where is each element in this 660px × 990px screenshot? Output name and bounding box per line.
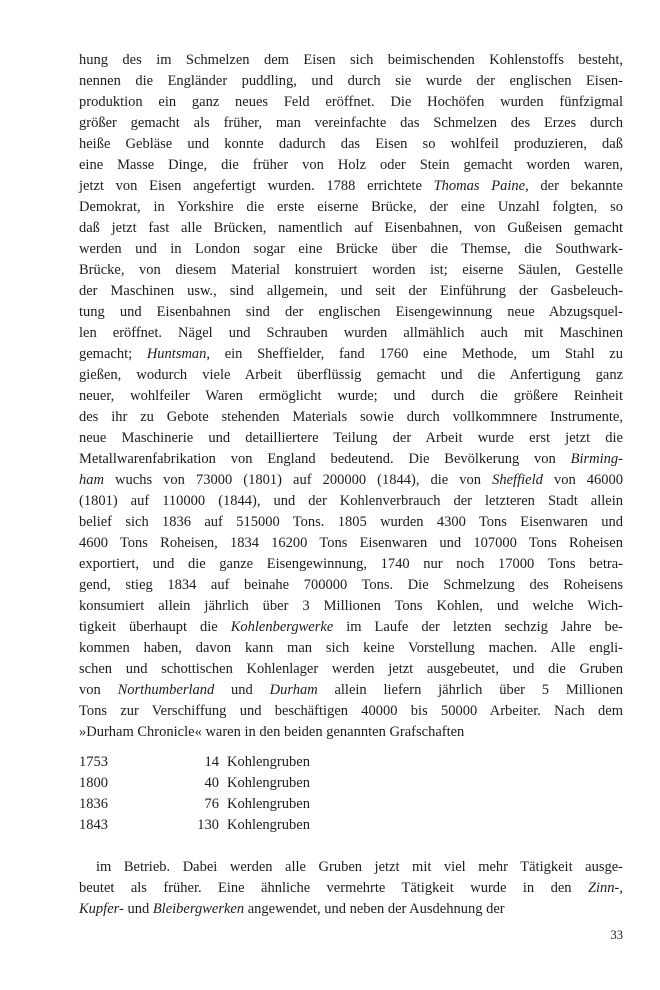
table-cell-count: 76 (204, 796, 219, 812)
text-run: wuchs von 73000 (1801) auf 200000 (1844), die von (103, 472, 493, 488)
paragraph (79, 50, 623, 743)
italic-text: Kohlenbergwerke (230, 619, 334, 635)
paragraph (79, 857, 623, 920)
text-run: tung und Eisenbahnen sind der englischen Eisengewinnung neue Abzugsquel- (79, 304, 623, 320)
table-cell-count: 40 (204, 775, 219, 791)
text-line (79, 617, 623, 638)
text-run: (1801) auf 110000 (1844), und der Kohlenverbrauch der letzteren Stadt allein (79, 493, 623, 509)
text-line (79, 638, 623, 659)
text-line (79, 680, 623, 701)
text-run: gemacht; (79, 346, 147, 362)
text-run: daß jetzt fast alle Brücken, namentlich auf Eisenbahnen, von Gußeisen gemacht (79, 220, 623, 236)
text-line (79, 302, 623, 323)
text-run: des ihr zu Gebote stehenden Materials sowie durch vollkommnere Instrumente, (79, 409, 623, 425)
text-run: größer gemacht als früher, man vereinfachte das Schmelzen des Erzes durch (79, 115, 623, 131)
text-line (79, 659, 623, 680)
text-line (79, 512, 623, 533)
text-run: werden und in London sogar eine Brücke über die Themse, die Southwark- (79, 241, 623, 257)
text-run: heiße Gebläse und konnte dadurch das Eisen so wohlfeil produzieren, daß (79, 136, 623, 152)
text-run: im Betrieb. Dabei werden alle Gruben jetzt mit viel mehr Tätigkeit ausge- (96, 859, 623, 875)
text-line (79, 323, 623, 344)
italic-text: Sheffield (492, 472, 543, 488)
table-cell-unit: Kohlengruben (227, 796, 310, 812)
table-cell-year: 1836 (79, 796, 108, 812)
text-run: neuer, wohlfeiler Waren ermöglicht wurde; und durch die größere Reinheit (79, 388, 623, 404)
table-row (79, 773, 623, 794)
text-line (79, 176, 623, 197)
text-line (79, 50, 623, 71)
text-run: der Maschinen usw., sind allgemein, und seit der Einführung der Gasbeleuch- (79, 283, 623, 299)
text-run: schen und schottischen Kohlenlager werden jetzt ausgebeutet, und die Gruben (79, 661, 623, 677)
text-line (79, 134, 623, 155)
text-run: gend, stieg 1834 auf beinahe 700000 Tons. Die Schmelzung des Roheisens (79, 577, 623, 593)
text-line (79, 281, 623, 302)
table-cell-year: 1753 (79, 754, 108, 770)
text-line (79, 92, 623, 113)
text-line (79, 260, 623, 281)
table-row (79, 752, 623, 773)
coal-mines-table (79, 752, 623, 836)
text-line (79, 575, 623, 596)
text-run: jetzt von Eisen angefertigt wurden. 1788 errichtete (79, 178, 434, 194)
text-line (79, 899, 623, 920)
text-run: von 46000 (542, 472, 624, 488)
text-run: gießen, wodurch viele Arbeit überflüssig gemacht und die Anfertigung ganz (79, 367, 623, 383)
text-run: angewendet, und neben der Ausdehnung der (244, 901, 505, 917)
text-run: produktion ein ganz neues Feld eröffnet. Die Hochöfen wurden fünfzigmal (79, 94, 623, 110)
page-number: 33 (610, 928, 623, 942)
text-run: eine Masse Dinge, die früher von Holz oder Stein gemacht worden waren, (79, 157, 623, 173)
text-run: Demokrat, in Yorkshire die erste eiserne Brücke, der eine Unzahl folgten, so (79, 199, 623, 215)
text-run: und (214, 682, 270, 698)
text-run: »Durham Chronicle« waren in den beiden genannten Grafschaften (79, 724, 465, 740)
italic-text: Huntsman, (146, 346, 211, 362)
text-run: allein liefern jährlich über 5 Millionen (317, 682, 624, 698)
table-cell-unit: Kohlengruben (227, 754, 310, 770)
italic-text: ham (79, 472, 104, 488)
italic-text: Bleibergwerken (152, 901, 245, 917)
text-line (79, 239, 623, 260)
text-run: hung des im Schmelzen dem Eisen sich beimischenden Kohlenstoffs besteht, (79, 52, 623, 68)
text-line (79, 449, 623, 470)
text-run: nennen die Engländer puddling, und durch sie wurde der englischen Eisen- (79, 73, 623, 89)
text-line (79, 428, 623, 449)
table-row (79, 815, 623, 836)
text-run: Brücke, von diesem Material konstruiert worden ist; eiserne Säulen, Gestelle (79, 262, 623, 278)
text-run: belief sich 1836 auf 515000 Tons. 1805 wurden 4300 Tons Eisenwaren und (79, 514, 623, 530)
table-cell-unit: Kohlengruben (227, 817, 310, 833)
text-line (79, 386, 623, 407)
text-line (79, 365, 623, 386)
text-line (79, 155, 623, 176)
table-cell-year: 1843 (79, 817, 108, 833)
italic-text: Thomas Paine (433, 178, 526, 194)
text-line (79, 857, 623, 878)
italic-text: Northumberland (117, 682, 215, 698)
text-run: im Laufe der letzten sechzig Jahre be- (333, 619, 624, 635)
text-run: neue Maschinerie und detailliertere Teilung der Arbeit wurde erst jetzt die (79, 430, 623, 446)
text-run: beutet als früher. Eine ähnliche vermehrte Tätigkeit wurde in den (79, 880, 588, 896)
text-line (79, 491, 623, 512)
text-run: Tons zur Verschiffung und beschäftigen 40000 bis 50000 Arbeiter. Nach dem (79, 703, 623, 719)
text-run: exportiert, und die ganze Eisengewinnung, 1740 nur noch 17000 Tons betra- (79, 556, 623, 572)
text-run: tigkeit überhaupt die (79, 619, 231, 635)
text-run: Metallwarenfabrikation von England bedeutend. Die Bevölkerung von (79, 451, 571, 467)
text-run: von (79, 682, 118, 698)
table-row (79, 794, 623, 815)
text-block (79, 50, 623, 920)
italic-text: Birming- (570, 451, 623, 467)
text-run: len eröffnet. Nägel und Schrauben wurden allmählich auch mit Maschinen (79, 325, 623, 341)
table-cell-count: 130 (197, 817, 219, 833)
table-cell-year: 1800 (79, 775, 108, 791)
text-run: konsumiert allein jährlich über 3 Millionen Tons Kohlen, und welche Wich- (79, 598, 623, 614)
italic-text: Durham (269, 682, 318, 698)
table-cell-unit: Kohlengruben (227, 775, 310, 791)
text-line (79, 722, 623, 743)
text-line (79, 470, 623, 491)
text-run: und (123, 901, 153, 917)
text-line (79, 218, 623, 239)
text-line (79, 197, 623, 218)
text-line (79, 407, 623, 428)
text-line (79, 344, 623, 365)
text-line (79, 596, 623, 617)
italic-text: Zinn-, (587, 880, 623, 896)
text-run: , der bekannte (525, 178, 623, 194)
text-run: ein Sheffielder, fand 1760 eine Methode, um Stahl zu (210, 346, 623, 362)
table-cell-count: 14 (204, 754, 219, 770)
italic-text: Kupfer- (79, 901, 124, 917)
text-run: 4600 Tons Roheisen, 1834 16200 Tons Eisenwaren und 107000 Tons Roheisen (79, 535, 623, 551)
text-run: kommen haben, davon kann man sich keine Vorstellung machen. Alle engli- (79, 640, 623, 656)
text-line (79, 533, 623, 554)
text-line (79, 554, 623, 575)
text-line (79, 71, 623, 92)
text-line (79, 113, 623, 134)
text-line (79, 701, 623, 722)
text-line (79, 878, 623, 899)
